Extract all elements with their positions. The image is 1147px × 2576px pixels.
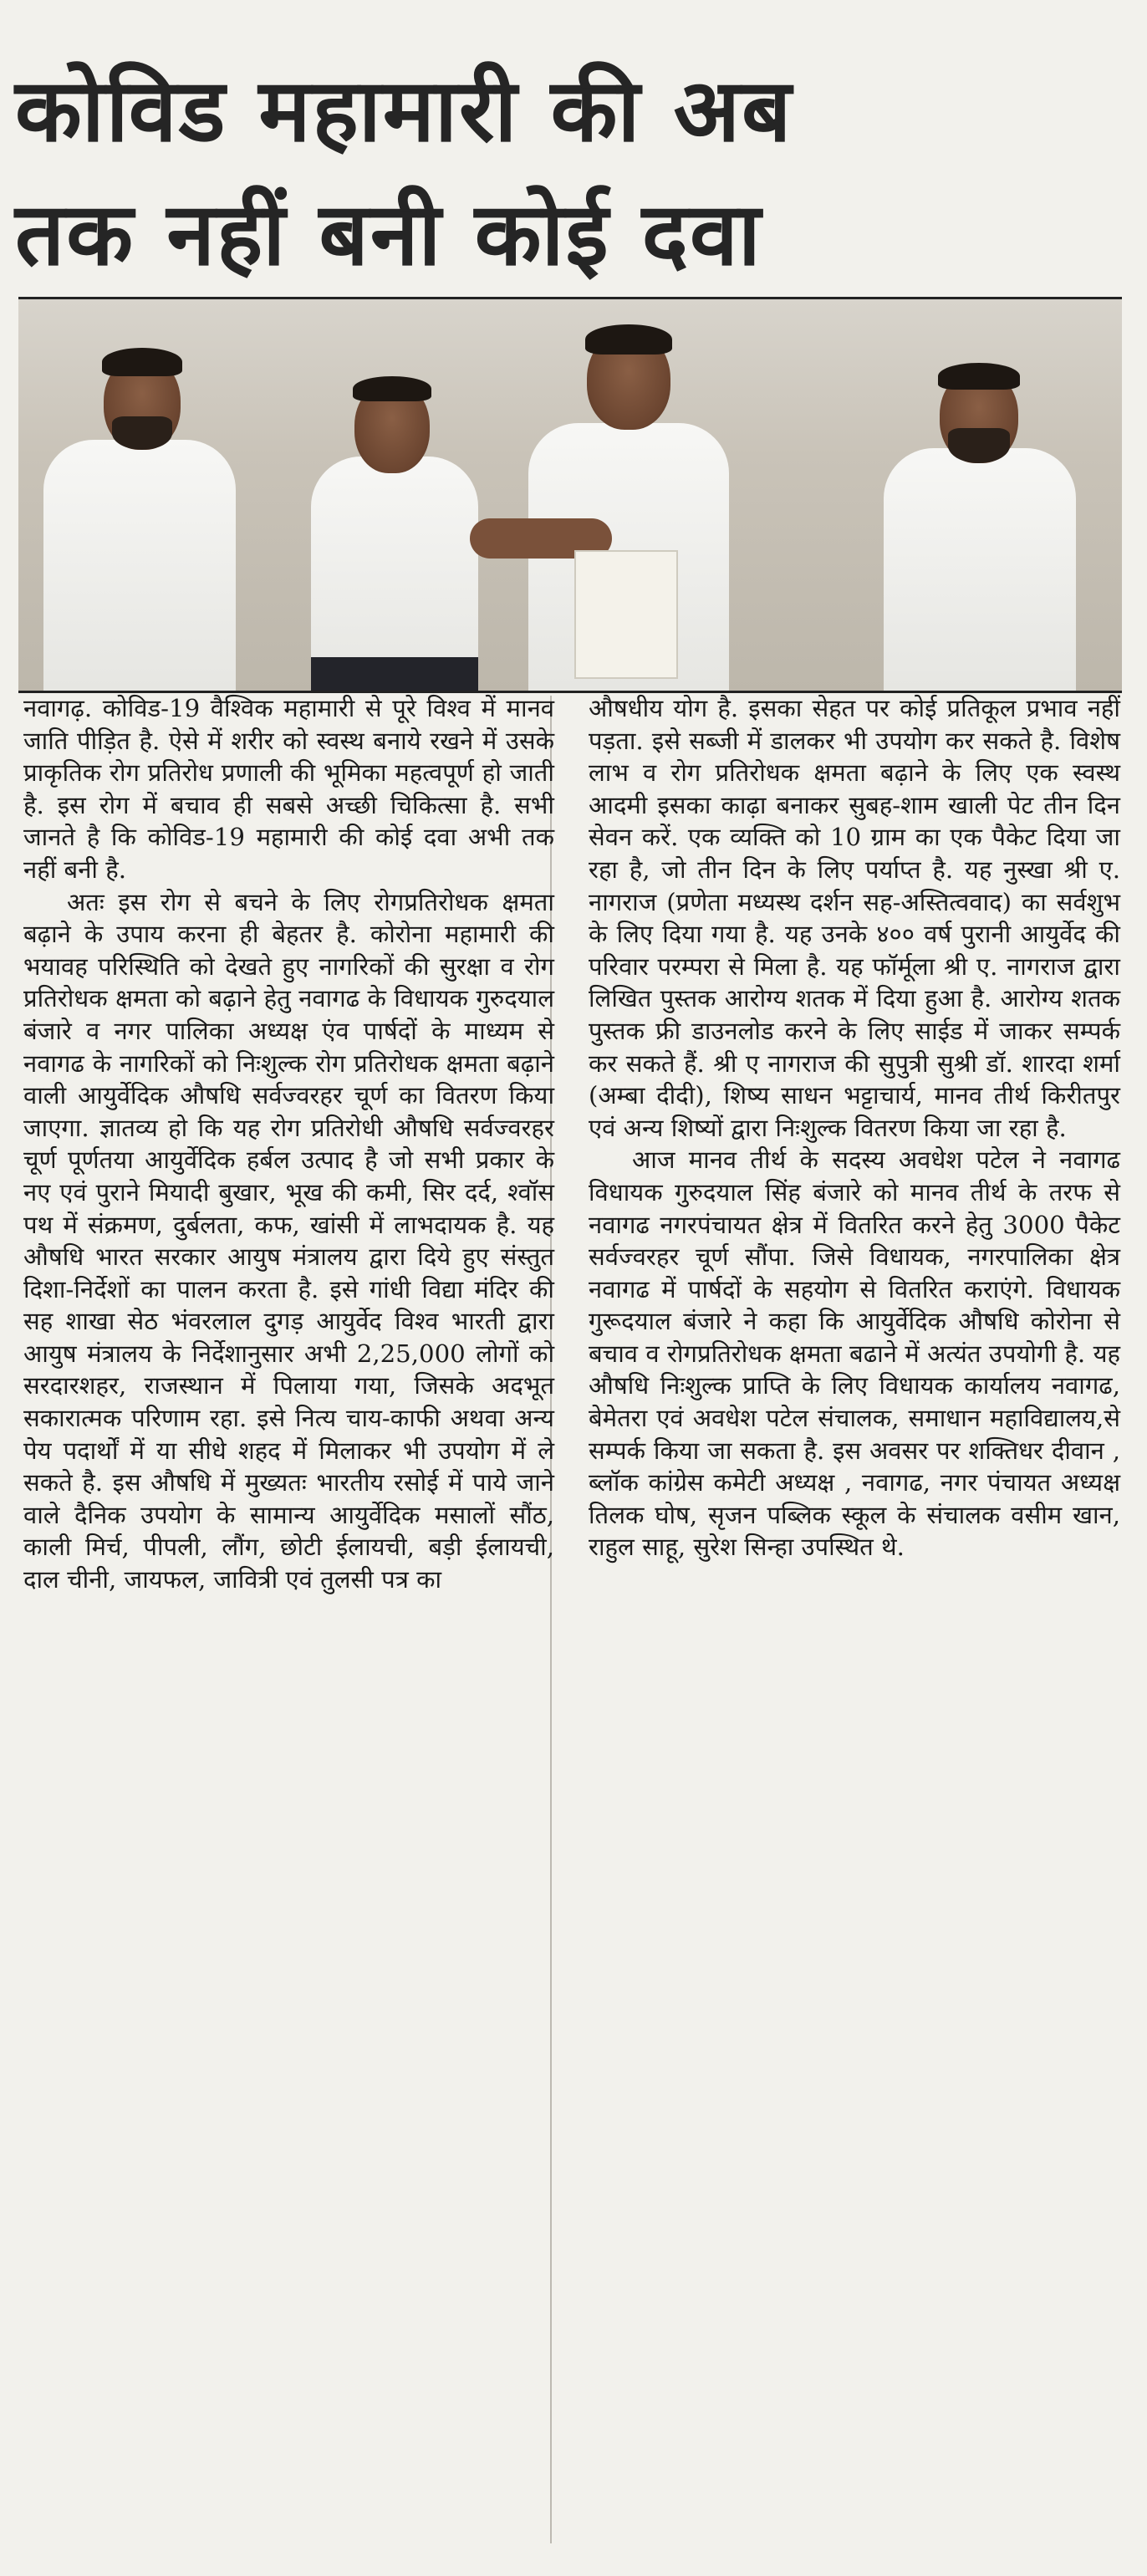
headline-line-1: कोविड महामारी की अब — [15, 59, 793, 161]
paragraph: औषधीय योग है. इसका सेहत पर कोई प्रतिकूल प्रभाव नहीं पड़ता. इसे सब्जी में डालकर भी उपयोग कर सकते है. विशेष लाभ व रोग प्रतिरोधक क्षमता बढ़ाने के लिए एक स्वस्थ आदमी इसका काढ़ा बनाकर सुबह-शाम खाली पेट तीन दिन सेवन करें. एक व्यक्ति को 10 ग्राम का एक पैकेट दिया जा रहा है, जो तीन दिन के लिए पर्याप्त है. यह नुस्खा श्री ए. नागराज (प्रणेता मध्यस्थ दर्शन सह-अस्तित्ववाद) का सर्वशुभ के लिए दिया गया है. यह उनके ४०० वर्ष पुरानी आयुर्वेद की परिवार परम्परा से मिला है. यह फॉर्मूला श्री ए. नागराज द्वारा लिखित पुस्तक आरोग्य शतक में दिया हुआ है. आरोग्य शतक पुस्तक फ्री डाउनलोड करने के लिए साईड में जाकर सम्पर्क कर सकते हैं. श्री ए नागराज की सुपुत्री सुश्री डॉ. शारदा शर्मा (अम्बा दीदी), शिष्य साधन भट्टाचार्य, मानव तीर्थ किरीतपुर एवं अन्य शिष्यों द्वारा निःशुल्क वितरण किया जा रहा है. — [589, 694, 1120, 1142]
person-2 — [294, 339, 495, 691]
article-column-left — [23, 692, 554, 1596]
article-body — [23, 692, 1124, 2553]
headline — [15, 48, 1135, 296]
paragraph: नवागढ़. कोविड-19 वैश्विक महामारी से पूरे विश्व में मानव जाति पीड़ित है. ऐसे में शरीर को स्वस्थ बनाये रखने में उसके प्राकृतिक रोग प्रतिरोध प्रणाली की भूमिका महत्वपूर्ण हो जाती है. इस रोग में बचाव ही सबसे अच्छी चिकित्सा है. सभी जानते है कि कोविड-19 महामारी की कोई दवा अभी तक नहीं बनी है. — [23, 694, 554, 884]
paragraph: आज मानव तीर्थ के सदस्य अवधेश पटेल ने नवागढ विधायक गुरुदयाल सिंह बंजारे को मानव तीर्थ के तरफ से नवागढ नगरपंचायत क्षेत्र में वितरित करने हेतु 3000 पैकेट सर्वज्वरहर चूर्ण सौंपा. जिसे विधायक, नगरपालिका क्षेत्र नवागढ में पार्षदों के सहयोग से वितरित कराएंगे. विधायक गुरूदयाल बंजारे ने कहा कि आयुर्वेदिक औषधि कोरोना से बचाव व रोगप्रतिरोधक क्षमता बढाने में अत्यंत उपयोगी है. यह औषधि निःशुल्क प्राप्ति के लिए विधायक कार्यालय नवागढ, बेमेतरा एवं अवधेश पटेल संचालक, समाधान महाविद्यालय,से सम्पर्क किया जा सकता है. इस अवसर पर शक्तिधर दीवान , ब्लॉक कांग्रेस कमेटी अध्यक्ष , नवागढ, नगर पंचायत अध्यक्ष तिलक घोष, सृजन पब्लिक स्कूल के संचालक वसीम खान, राहुल साहू, सुरेश सिन्हा उपस्थित थे. — [589, 1145, 1120, 1562]
news-photo — [18, 297, 1122, 693]
paragraph: अतः इस रोग से बचने के लिए रोगप्रतिरोधक क्षमता बढ़ाने के उपाय करना ही बेहतर है. कोरोना महामारी की भयावह परिस्थिति को देखते हुए नागरिकों की सुरक्षा व रोग प्रतिरोधक क्षमता को बढ़ाने हेतु नवागढ के विधायक गुरुदयाल बंजारे व नगर पालिका अध्यक्ष एंव पार्षदों के माध्यम से नवागढ के नागरिकों को निःशुल्क रोग प्रतिरोधक क्षमता बढ़ाने वाली आयुर्वेदिक औषधि सर्वज्वरहर चूर्ण का वितरण किया जाएगा. ज्ञातव्य हो कि यह रोग प्रतिरोधी औषधि सर्वज्वरहर चूर्ण पूर्णतया आयुर्वेदिक हर्बल उत्पाद है जो सभी प्रकार के नए एवं पुराने मियादी बुखार, भूख की कमी, सिर दर्द, श्वॉस पथ में संक्रमण, दुर्बलता, कफ, खांसी में लाभदायक है. यह औषधि भारत सरकार आयुष मंत्रालय द्वारा दिये हुए संस्तुत दिशा-निर्देशों का पालन करता है. इसे गांधी विद्या मंदिर की सह शाखा सेठ भंवरलाल दुगड़ आयुर्वेद विश्व भारती द्वारा आयुष मंत्रालय के निर्देशानुसार अभी 2,25,000 लोगों को सरदारशहर, राजस्थान में पिलाया गया, जिसके अदभूत सकारात्मक परिणाम रहा. इसे नित्य चाय-काफी अथवा अन्य पेय पदार्थों में या सीधे शहद में मिलाकर भी उपयोग में ले सकते है. इस औषधि में मुख्यतः भारतीय रसोई में पाये जाने वाले दैनिक उपयोग के सामान्य आयुर्वेदिक मसालों सौंठ, काली मिर्च, पीपली, लौंग, छोटी ईलायची, बड़ी ईलायची, दाल चीनी, जायफल, जावित्री एवं तुलसी पत्र का — [23, 887, 554, 1594]
person-4 — [871, 331, 1088, 691]
headline-line-2: तक नहीं बनी कोई दवा — [15, 183, 762, 285]
person-1 — [35, 323, 244, 691]
medicine-packet — [574, 550, 678, 679]
article-column-right — [589, 692, 1120, 1563]
